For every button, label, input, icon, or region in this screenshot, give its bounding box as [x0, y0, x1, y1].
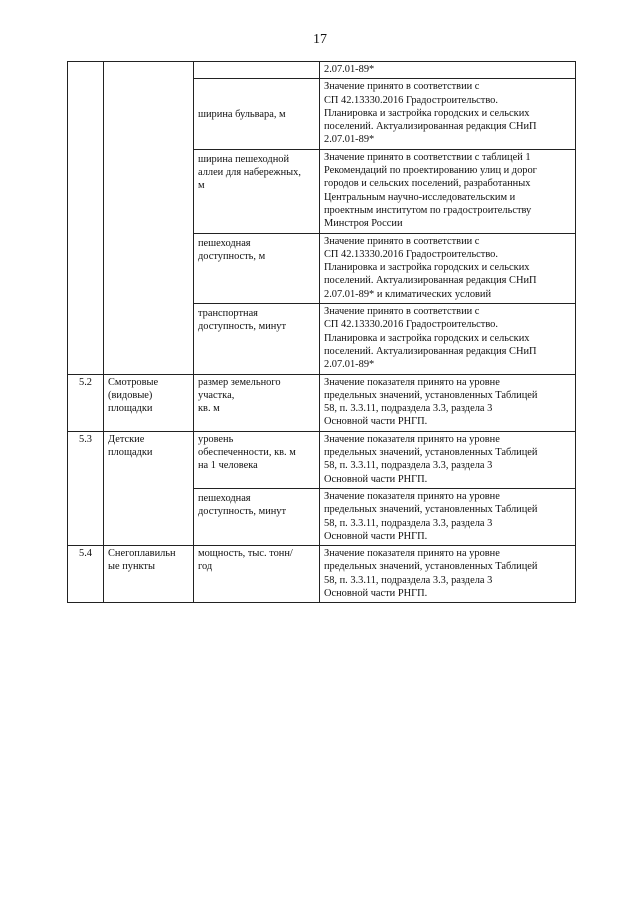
indicator-line: доступность, минут — [198, 321, 287, 333]
justification-line: 58, п. 3.3.11, подраздела 3.3, раздела 3 — [324, 460, 493, 472]
justification-line: Минстроя России — [324, 218, 403, 230]
justification-line: Значение принято в соответствии с — [324, 235, 480, 247]
justification-line: Значение показателя принято на уровне — [324, 490, 500, 502]
justification-line: Значение принято в соответствии с таблицей 1 — [324, 151, 531, 163]
justification-line: проектным институтом по градостроительству — [324, 204, 532, 216]
indicator-line: участка, — [198, 389, 235, 401]
indicator-line: доступность, минут — [198, 506, 287, 518]
indicator-cell — [194, 79, 320, 149]
indicator-line: пешеходная — [198, 492, 251, 504]
indicator-line: ширина бульвара, м — [198, 108, 286, 120]
justification-line: Основной части РНГП. — [324, 416, 428, 428]
justification-line: Центральным научно-исследовательским и — [324, 191, 516, 203]
justification-cell — [320, 149, 576, 233]
justification-line: городов и сельских поселений, разработанных — [324, 178, 531, 190]
justification-line: Значение показателя принято на уровне — [324, 433, 500, 445]
item-name-line: (видовые) — [108, 389, 153, 401]
indicator-cell — [194, 149, 320, 233]
justification-cell — [320, 62, 576, 79]
justification-line: Рекомендаций по проектированию улиц и дорог — [324, 165, 537, 177]
table-row — [68, 374, 576, 431]
table-row — [68, 546, 576, 603]
justification-line: Основной части РНГП. — [324, 473, 428, 485]
justification-line: Значение показателя принято на уровне — [324, 376, 500, 388]
justification-cell — [320, 304, 576, 374]
item-number-cell — [68, 374, 104, 431]
item-name-line: площадки — [108, 403, 153, 415]
justification-line: предельных значений, установленных Таблицей — [324, 389, 538, 401]
table-row — [68, 431, 576, 488]
indicator-cell — [194, 374, 320, 431]
justification-line: 2.07.01-89* — [324, 134, 375, 146]
item-name-line: Снегоплавильн — [108, 548, 176, 560]
item-name-cell — [104, 374, 194, 431]
indicator-cell — [194, 304, 320, 374]
item-name-cell — [104, 431, 194, 545]
item-number: 5.3 — [79, 433, 92, 445]
indicator-line: пешеходная — [198, 237, 251, 249]
indicator-line: мощность, тыс. тонн/ — [198, 548, 293, 560]
item-number-cell — [68, 546, 104, 603]
page-number: 17 — [313, 32, 327, 47]
indicator-cell — [194, 62, 320, 79]
justification-line: Значение принято в соответствии с — [324, 306, 480, 318]
justification-cell — [320, 488, 576, 545]
justification-line: Значение показателя принято на уровне — [324, 548, 500, 560]
item-number: 5.2 — [79, 376, 92, 388]
justification-line: Основной части РНГП. — [324, 587, 428, 599]
indicator-cell — [194, 488, 320, 545]
justification-cell — [320, 546, 576, 603]
justification-line: СП 42.13330.2016 Градостроительство. — [324, 319, 498, 331]
justification-line: предельных значений, установленных Таблицей — [324, 447, 538, 459]
indicator-line: размер земельного — [198, 376, 281, 388]
justification-line: 58, п. 3.3.11, подраздела 3.3, раздела 3 — [324, 517, 493, 529]
justification-line: предельных значений, установленных Таблицей — [324, 504, 538, 516]
justification-line: СП 42.13330.2016 Градостроительство. — [324, 94, 498, 106]
justification-cell — [320, 374, 576, 431]
justification-line: поселений. Актуализированная редакция СНиП — [324, 275, 537, 287]
justification-line: Планировка и застройка городских и сельских — [324, 262, 530, 274]
indicator-cell — [194, 431, 320, 488]
table-row — [68, 62, 576, 79]
item-number-cell — [68, 431, 104, 545]
justification-line: поселений. Актуализированная редакция СНиП — [324, 345, 537, 357]
justification-line: поселений. Актуализированная редакция СНиП — [324, 121, 537, 133]
indicator-line: на 1 человека — [198, 460, 258, 472]
indicator-line: доступность, м — [198, 250, 266, 262]
item-number: 5.4 — [79, 548, 92, 560]
justification-line: Планировка и застройка городских и сельских — [324, 107, 530, 119]
justification-cell — [320, 233, 576, 303]
justification-cell — [320, 431, 576, 488]
justification-line: 58, п. 3.3.11, подраздела 3.3, раздела 3 — [324, 574, 493, 586]
justification-line: 2.07.01-89* и климатических условий — [324, 288, 492, 300]
indicator-line: кв. м — [198, 403, 220, 415]
justification-line: 2.07.01-89* — [324, 359, 375, 371]
item-name-line: ые пункты — [108, 561, 155, 573]
indicator-line: год — [198, 561, 213, 573]
indicator-line: уровень — [198, 433, 234, 445]
indicator-line: аллеи для набережных, — [198, 167, 301, 179]
indicator-cell — [194, 233, 320, 303]
item-name-line: площадки — [108, 447, 153, 459]
justification-cell — [320, 79, 576, 149]
justification-line: 2.07.01-89* — [324, 64, 375, 75]
justification-line: Планировка и застройка городских и сельских — [324, 332, 530, 344]
justification-line: предельных значений, установленных Таблицей — [324, 561, 538, 573]
indicator-line: обеспеченности, кв. м — [198, 447, 296, 459]
item-name-line: Смотровые — [108, 376, 159, 388]
indicator-line: м — [198, 180, 205, 192]
standards-table — [67, 61, 576, 603]
indicator-line: транспортная — [198, 308, 258, 320]
indicator-cell — [194, 546, 320, 603]
item-name-cell — [104, 62, 194, 375]
item-number-cell — [68, 62, 104, 375]
item-name-line: Детские — [108, 433, 145, 445]
item-name-cell — [104, 546, 194, 603]
justification-line: Значение принято в соответствии с — [324, 81, 480, 93]
justification-line: 58, п. 3.3.11, подраздела 3.3, раздела 3 — [324, 403, 493, 415]
indicator-line: ширина пешеходной — [198, 153, 290, 165]
justification-line: Основной части РНГП. — [324, 530, 428, 542]
justification-line: СП 42.13330.2016 Градостроительство. — [324, 248, 498, 260]
